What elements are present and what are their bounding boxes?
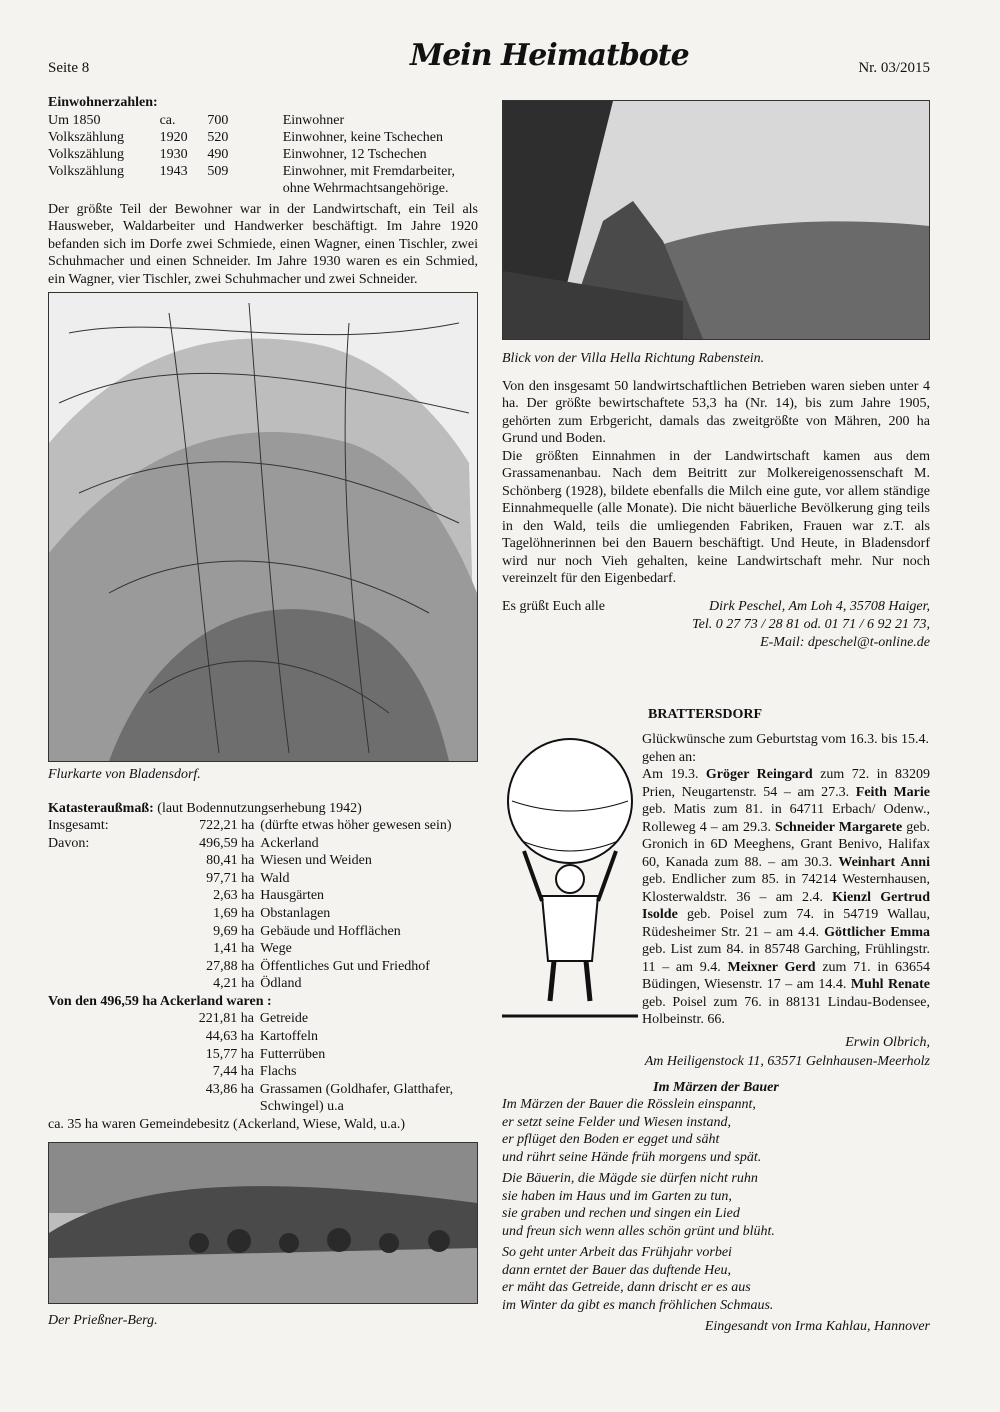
kataster-subtitle: (laut Bodennutzungserhebung 1942) <box>153 800 362 816</box>
poem-title: Im Märzen der Bauer <box>653 1079 779 1095</box>
population-label: Volkszählung <box>48 146 124 162</box>
kataster-label <box>48 940 130 958</box>
kataster-row <box>48 975 478 993</box>
birthday-post: geb. Poisel zum 74. in 54719 Wallau, Rüdesheimer Str. 21 – am 4.4. <box>642 907 930 940</box>
priessner-berg-photo <box>48 1142 478 1304</box>
population-label: Volkszählung <box>48 129 124 145</box>
cadastral-map <box>48 292 478 762</box>
kataster-value: 4,21 ha <box>213 976 255 992</box>
population-qual: ca. <box>159 112 176 128</box>
greeting-line1: Dirk Peschel, Am Loh 4, 35708 Haiger, <box>709 598 930 614</box>
birthday-name: Meixner Gerd <box>727 959 816 975</box>
kataster-label <box>48 975 130 993</box>
brattersdorf-title: BRATTERSDORF <box>648 706 763 722</box>
kataster-desc: Wald <box>260 870 290 886</box>
poem-line: dann erntet der Bauer das duftende Heu, <box>502 1262 732 1278</box>
poem-line: und rührt seine Hände früh morgens und spät. <box>502 1149 762 1165</box>
birthday-pre: Am 19.3. <box>642 767 706 782</box>
population-count: 490 <box>207 146 229 162</box>
gemeinde-note: ca. 35 ha waren Gemeindebesitz (Ackerland, Wiese, Wald, u.a.) <box>48 1117 405 1132</box>
acker-value: 43,86 ha <box>205 1081 254 1097</box>
birthday-post: geb. List zum 84. in 85748 Garching, Frühlingstr. 11 – am 9.4. <box>642 942 930 975</box>
population-qual: 1930 <box>159 146 188 162</box>
population-note: Einwohner, 12 Tschechen <box>282 146 427 162</box>
kataster-desc: Ödland <box>260 976 302 992</box>
kataster-row <box>48 852 478 870</box>
population-count: 700 <box>207 112 229 128</box>
kataster-label <box>48 852 130 870</box>
priessner-caption: Der Prießner-Berg. <box>48 1312 158 1328</box>
birthday-post: zum 72. in 83209 Prien, Neugartenstr. 54 – am 27.3. <box>642 767 931 800</box>
kataster-label <box>48 923 130 941</box>
birthday-name: Kienzl Gertrud Isolde <box>642 889 930 922</box>
kataster-label <box>48 905 130 923</box>
acker-value: 221,81 ha <box>198 1011 254 1027</box>
left-column <box>48 94 478 1329</box>
population-count: 520 <box>207 129 229 145</box>
poem-line: er mäht das Getreide, dann drischt er es aus <box>502 1280 751 1295</box>
kataster-row <box>48 870 478 888</box>
population-note: Einwohner, keine Tschechen <box>282 129 443 145</box>
kataster-label: Davon: <box>48 835 90 851</box>
population-count: 509 <box>207 163 229 179</box>
acker-table <box>48 1010 478 1116</box>
acker-value: 44,63 ha <box>205 1029 254 1045</box>
kataster-row <box>48 817 478 835</box>
acker-desc: Flachs <box>259 1064 297 1080</box>
poem <box>502 1079 930 1336</box>
acker-row <box>48 1010 478 1028</box>
kataster-heading <box>48 800 478 818</box>
kataster-row <box>48 887 478 905</box>
signoff-address: Am Heiligenstock 11, 63571 Gelnhausen-Meerholz <box>644 1053 930 1069</box>
birthday-name: Weinhart Anni <box>838 854 930 870</box>
population-note: Einwohner, mit Fremdarbeiter, ohne Wehrmachtsangehörige. <box>282 163 455 196</box>
birthday-post: geb. Endlicher zum 85. in 74214 Westernhausen, Klosterwaldstr. 36 – am 2.4. <box>642 872 930 905</box>
kataster-desc: Obstanlagen <box>260 905 331 921</box>
birthday-post: geb. Poisel zum 76. in 88131 Lindau-Bodensee, Holbeinstr. 66. <box>642 994 930 1027</box>
birthday-post: zum 71. in 63654 Büdingen, Wiesenstr. 17 – am 14.4. <box>642 959 930 992</box>
kataster-value: 97,71 ha <box>206 870 255 886</box>
population-table <box>48 112 478 197</box>
poem-line: und freun sich wenn alles schön grünt und blüht. <box>502 1223 775 1239</box>
kataster-value: 2,63 ha <box>213 888 255 904</box>
rabenstein-caption: Blick von der Villa Hella Richtung Rabenstein. <box>502 351 765 366</box>
farms-paragraph-1: Von den insgesamt 50 landwirtschaftlichen Betrieben waren sieben unter 4 ha. Der größte bewirtschaftete 53,3 ha (Nr. 14), bis zum Jahre 1905, gehörten zum Erbgericht, damals das zweitgrößte von Mähren, 200 ha Grund und Boden. <box>502 378 930 446</box>
kataster-label <box>48 887 130 905</box>
poem-line: So geht unter Arbeit das Frühjahr vorbei <box>502 1245 732 1260</box>
acker-desc: Grassamen (Goldhafer, Glatthafer, Schwingel) u.a <box>259 1081 454 1115</box>
kataster-desc: Ackerland <box>260 835 319 851</box>
kataster-desc: Hausgärten <box>260 888 325 904</box>
birthday-name: Gröger Reingard <box>705 767 813 782</box>
kataster-desc: Öffentliches Gut und Friedhof <box>260 958 430 974</box>
brattersdorf-block <box>502 731 930 1029</box>
birthday-name: Schneider Margarete <box>775 819 903 835</box>
signoff-name: Erwin Olbrich, <box>845 1034 930 1050</box>
poem-stanza <box>502 1244 930 1314</box>
kataster-label <box>48 958 130 976</box>
greeting-lead: Es grüßt Euch alle <box>502 598 606 614</box>
acker-value: 15,77 ha <box>205 1046 254 1062</box>
greeting-line3: E-Mail: dpeschel@t-online.de <box>760 634 930 650</box>
poem-line: sie haben im Haus und im Garten zu tun, <box>502 1188 732 1204</box>
poem-line: sie graben und rechen und singen ein Lied <box>502 1206 740 1221</box>
kataster-desc: Gebäude und Hofflächen <box>260 923 401 939</box>
brattersdorf-signoff <box>502 1033 930 1071</box>
acker-title: Von den 496,59 ha Ackerland waren : <box>48 993 272 1009</box>
population-title: Einwohnerzahlen: <box>48 95 158 110</box>
poem-stanza <box>502 1096 930 1166</box>
birthday-name: Muhl Renate <box>850 977 930 992</box>
birthday-post: geb. Gronich in 6D Meeghens, Grant Benivo, Halifax 60, Kanada zum 88. – am 30.3. <box>642 819 930 870</box>
kataster-value: 9,69 ha <box>213 923 255 939</box>
poem-line: Im Märzen der Bauer die Rösslein einspannt, <box>502 1097 756 1112</box>
acker-row <box>48 1028 478 1046</box>
rabenstein-photo <box>502 100 930 340</box>
acker-row <box>48 1046 478 1064</box>
kataster-row <box>48 958 478 976</box>
kataster-row <box>48 905 478 923</box>
population-qual: 1920 <box>159 129 188 145</box>
birthday-name: Göttlicher Emma <box>824 924 930 940</box>
poem-line: im Winter da gibt es manch fröhlichen Schmaus. <box>502 1297 774 1313</box>
kataster-value: 1,41 ha <box>213 941 255 957</box>
greeting-line2: Tel. 0 27 73 / 28 81 od. 01 71 / 6 92 21 73, <box>692 616 930 632</box>
poem-stanza <box>502 1170 930 1240</box>
acker-desc: Getreide <box>259 1011 309 1027</box>
kataster-value: 80,41 ha <box>206 853 255 869</box>
acker-desc: Futterrüben <box>259 1046 326 1062</box>
kataster-label <box>48 870 130 888</box>
kataster-table <box>48 817 478 993</box>
population-row <box>48 146 478 163</box>
population-note: Einwohner <box>282 112 345 128</box>
farms-paragraph-2: Die größten Einnahmen in der Landwirtschaft kamen aus dem Grassamenanbau. Nach dem Beitritt zur Molkereigenossenschaft M. Schönberg (1928), bildete ebenfalls die Milch eine gute, vor allem ständige Einnahmequelle (alle Monate). Die nicht bäuerliche Bevölkerung ging teils in den Wald, teils die umliegenden Fabriken, Frauen war z.T. als Tagelöhnerinnen bei den Bauern beschäftigt. Und Heute, in Bladensdorf wird nur noch Vieh gehalten, keine Landwirtschaft mehr. Nur noch vereinzelt für den Eigenbedarf. <box>502 448 930 586</box>
kataster-value: 496,59 ha <box>199 835 255 851</box>
greeting-signature <box>692 598 930 652</box>
acker-row <box>48 1063 478 1081</box>
kataster-row <box>48 923 478 941</box>
kataster-desc: Wiesen und Weiden <box>260 853 372 869</box>
map-caption: Flurkarte von Bladensdorf. <box>48 767 201 782</box>
birthday-name: Feith Marie <box>855 784 930 800</box>
poem-line: er setzt seine Felder und Wiesen instand, <box>502 1114 732 1130</box>
poem-line: Die Bäuerin, die Mägde sie dürfen nicht ruhn <box>502 1171 758 1186</box>
kataster-value: 722,21 ha <box>199 818 255 833</box>
kataster-value: 27,88 ha <box>206 958 255 974</box>
population-row <box>48 163 478 197</box>
kataster-title: Katasteraußmaß: <box>48 800 154 816</box>
birthday-post: geb. Matis zum 81. in 64711 Erbach/ Odenw., Rolleweg 4 – am 29.3. <box>642 802 930 835</box>
acker-row <box>48 1081 478 1116</box>
right-column <box>502 100 930 1336</box>
acker-desc: Kartoffeln <box>259 1029 318 1045</box>
population-row <box>48 112 478 129</box>
population-row <box>48 129 478 146</box>
brattersdorf-intro: Glückwünsche zum Geburtstag vom 16.3. bis 15.4. gehen an: <box>642 732 929 765</box>
issue-number: Nr. 03/2015 <box>858 60 930 76</box>
population-qual: 1943 <box>159 163 188 179</box>
kataster-desc: (dürfte etwas höher gewesen sein) <box>260 818 452 833</box>
acker-value: 7,44 ha <box>212 1064 254 1080</box>
masthead-logo: Mein Heimatbote <box>410 38 689 73</box>
kataster-row <box>48 940 478 958</box>
kataster-row <box>48 835 478 853</box>
kataster-desc: Wege <box>260 941 292 957</box>
population-label: Um 1850 <box>48 112 101 128</box>
page-number: Seite 8 <box>48 60 90 76</box>
poem-credit: Eingesandt von Irma Kahlau, Hannover <box>704 1319 930 1334</box>
kataster-value: 1,69 ha <box>213 905 255 921</box>
occupation-paragraph: Der größte Teil der Bewohner war in der Landwirtschaft, ein Teil als Hausweber, Waldarbeiter und Handwerker beschäftigt. Im Jahre 1920 befanden sich im Dorfe zwei Schmiede, einen Wagner, einen Tischler, zwei Schuhmacher und einen Schneider. Im Jahre 1930 waren es ein Schmied, ein Wagner, vier Tischler, zwei Schuhmacher und zwei Schneider. <box>48 201 478 287</box>
greeting-block <box>502 598 930 652</box>
atlas-figure <box>502 731 642 1021</box>
poem-line: er pflüget den Boden er egget und säht <box>502 1132 720 1147</box>
population-label: Volkszählung <box>48 163 124 179</box>
kataster-label: Insgesamt: <box>48 818 109 833</box>
